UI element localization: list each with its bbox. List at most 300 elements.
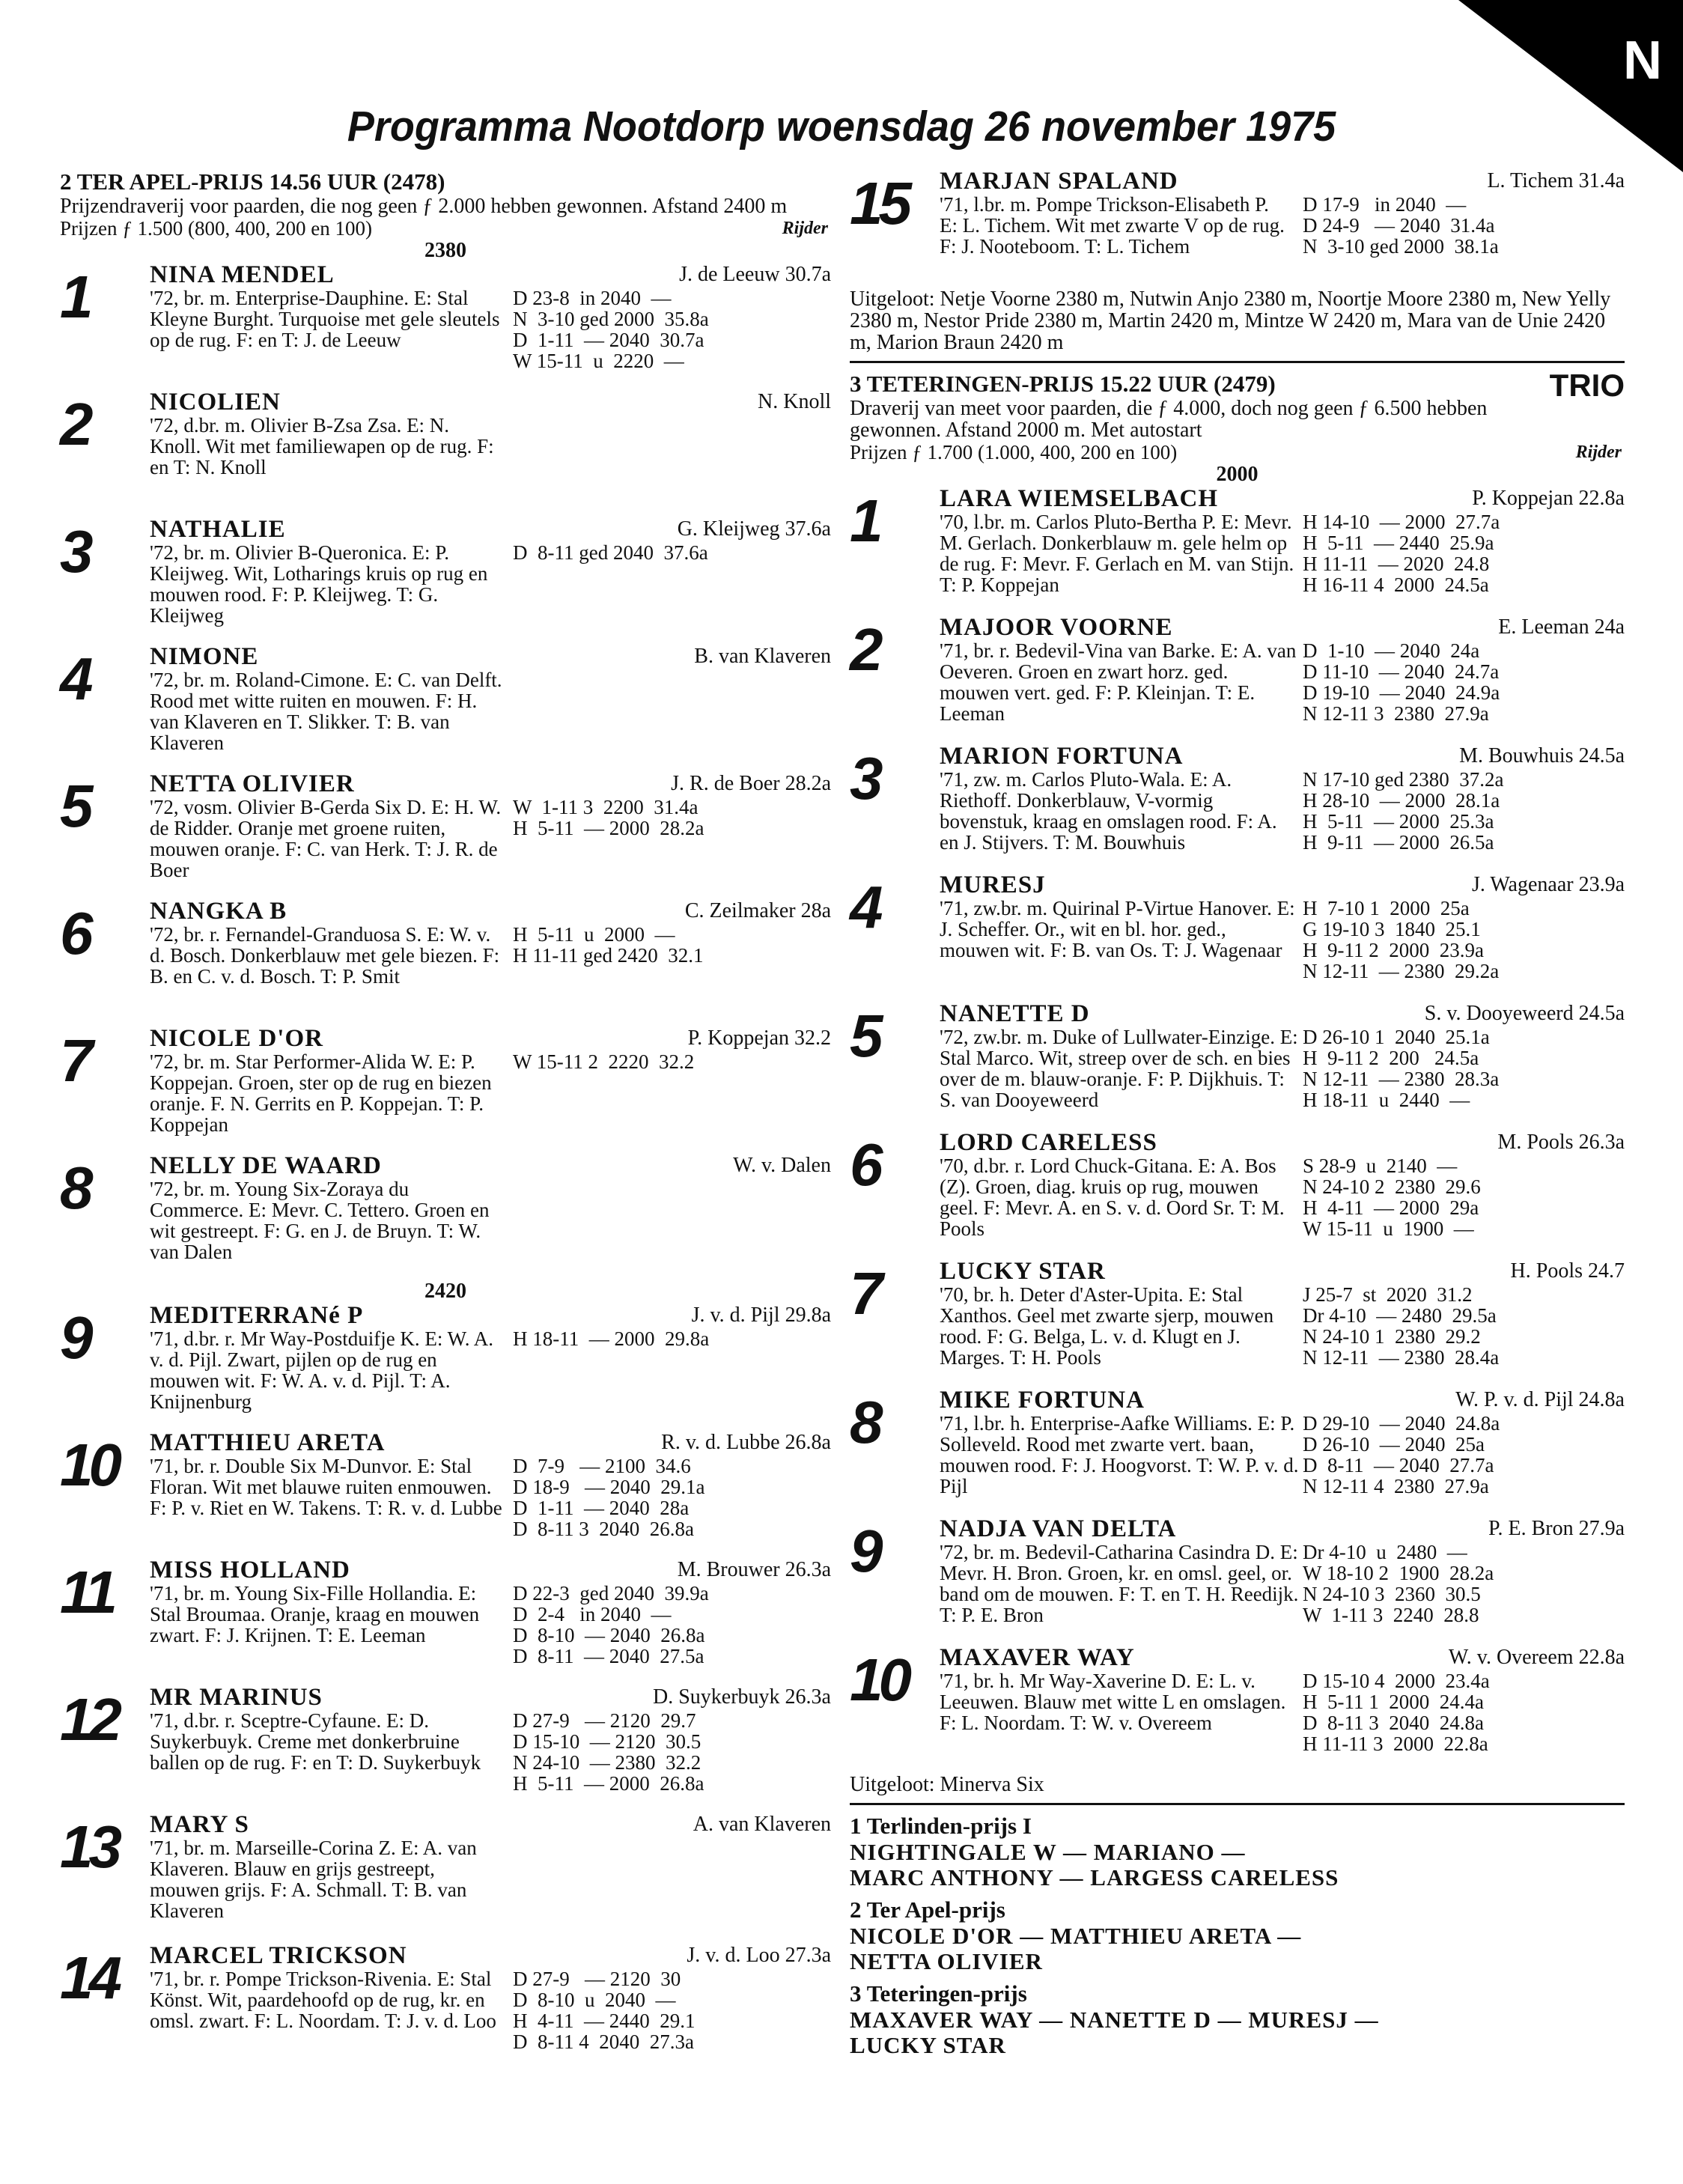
horse-description: '72, vosm. Olivier B-Gerda Six D. E: H. W. de Ridder. Oranje met groene ruiten, mouwen oranje. F: C. van Herk. T: J. R. de Boer bbox=[150, 796, 502, 881]
horse-entry bbox=[60, 517, 831, 644]
form-line: D 11-10 — 2040 24.7a bbox=[1303, 660, 1500, 683]
form-line: H 11-11 ged 2420 32.1 bbox=[513, 944, 704, 967]
distance-2420: 2420 bbox=[424, 1280, 466, 1303]
result-line: LUCKY STAR bbox=[850, 2032, 1006, 2058]
horse-body bbox=[150, 1968, 831, 2053]
horse-name: NANETTE D bbox=[940, 1000, 1090, 1027]
horse-name: NICOLIEN bbox=[150, 389, 281, 416]
horse-body bbox=[940, 1413, 1625, 1497]
form-line: D 8-11 — 2040 27.5a bbox=[513, 1645, 704, 1667]
race3-header bbox=[850, 368, 1625, 403]
horse-name: LARA WIEMSELBACH bbox=[940, 485, 1219, 512]
form-line: N 12-11 — 2380 29.2a bbox=[1303, 960, 1500, 982]
horse-description: '72, br. m. Star Performer-Alida W. E: P. Koppejan. Groen, ster op de rug en biezen oranje. F. N. Gerrits en P. Koppejan. T: P. Koppejan bbox=[150, 1050, 492, 1136]
right-column bbox=[850, 168, 1625, 2058]
horse-entry bbox=[850, 486, 1625, 615]
horse-description: '72, br. m. Young Six-Zoraya du Commerce. E: Mevr. C. Tettero. Groen en wit gestreept. F: G. en J. de Bruyn. T: W. van Dalen bbox=[150, 1178, 490, 1263]
form-results bbox=[1303, 640, 1625, 724]
form-line: D 17-9 in 2040 — bbox=[1303, 193, 1467, 216]
horse-header bbox=[150, 1557, 831, 1583]
horse-header bbox=[150, 1943, 831, 1968]
start-number: 6 bbox=[60, 900, 89, 967]
form-line: S 28-9 u 2140 — bbox=[1303, 1155, 1458, 1177]
rijder-label: Rijder bbox=[782, 219, 828, 238]
race2-drawn: Uitgeloot: Netje Voorne 2380 m, Nutwin Anjo 2380 m, Noortje Moore 2380 m, New Yelly 2380 m, Nestor Pride 2380 m, Martin 2420 m, Mintze W 2420 m, Mara van de Unie 2420 m, Marion Braun 2420 m bbox=[850, 288, 1611, 354]
start-number: 3 bbox=[850, 745, 879, 812]
form-results bbox=[1303, 1542, 1625, 1625]
trio-label: TRIO bbox=[1549, 368, 1625, 403]
horse-header bbox=[150, 262, 831, 288]
race2-header: 2 TER APEL-PRIJS 14.56 UUR (2478) bbox=[60, 168, 445, 195]
race3-prizes bbox=[850, 441, 1625, 463]
start-number: 5 bbox=[850, 1003, 879, 1069]
form-line: N 12-11 — 2380 28.3a bbox=[1303, 1068, 1500, 1090]
form-results bbox=[1303, 511, 1625, 595]
form-line: D 15-10 — 2120 30.5 bbox=[513, 1730, 701, 1753]
results-section bbox=[850, 1813, 1625, 2058]
form-line: J 25-7 st 2020 31.2 bbox=[1303, 1283, 1473, 1306]
start-number: 3 bbox=[60, 518, 89, 585]
horse-name: LUCKY STAR bbox=[940, 1258, 1106, 1285]
form-line: D 8-11 4 2040 27.3a bbox=[513, 2031, 694, 2053]
horse-name: MISS HOLLAND bbox=[150, 1557, 350, 1584]
form-line: H 5-11 — 2000 25.3a bbox=[1303, 810, 1494, 833]
driver-name: J. v. d. Loo 27.3a bbox=[687, 1944, 831, 1967]
horse-description: '71, br. m. Young Six-Fille Hollandia. E: Stal Broumaa. Oranje, kraag en mouwen zwart. F: J. Krijnen. T: E. Leeman bbox=[150, 1582, 480, 1646]
divider bbox=[850, 361, 1625, 363]
horse-entry bbox=[60, 1943, 831, 2070]
result-title: 1 Terlinden-prijs I bbox=[850, 1813, 1032, 1839]
horse-entry bbox=[60, 1557, 831, 1685]
horse-description: '70, l.br. m. Carlos Pluto-Bertha P. E: Mevr. M. Gerlach. Donkerblauw m. gele helm op de rug. F: Mevr. F. Gerlach en M. van Stijn. T: P. Koppejan bbox=[940, 511, 1294, 596]
horse-header bbox=[940, 1387, 1625, 1413]
horse-name: NATHALIE bbox=[150, 516, 286, 543]
race2-desc: Prijzendraverij voor paarden, die nog geen ƒ 2.000 hebben gewonnen. Afstand 2400 m bbox=[60, 195, 788, 218]
result-line: NICOLE D'OR — MATTHIEU ARETA — bbox=[850, 1923, 1302, 1949]
driver-name: B. van Klaveren bbox=[694, 645, 831, 668]
form-results bbox=[513, 1456, 831, 1539]
horse-entry bbox=[850, 872, 1625, 1001]
start-number: 2 bbox=[850, 616, 879, 683]
form-line: H 4-11 — 2000 29a bbox=[1303, 1196, 1479, 1219]
horse-name: NETTA OLIVIER bbox=[150, 770, 355, 797]
form-line: W 15-11 u 2220 — bbox=[513, 350, 684, 372]
driver-name: L. Tichem 31.4a bbox=[1487, 169, 1625, 192]
form-line: W 18-10 2 1900 28.2a bbox=[1303, 1562, 1494, 1584]
start-number: 12 bbox=[60, 1686, 118, 1753]
form-line: H 5-11 — 2000 26.8a bbox=[513, 1772, 704, 1795]
form-results bbox=[513, 1710, 831, 1794]
horse-description: '72, d.br. m. Olivier B-Zsa Zsa. E: N. Knoll. Wit met familiewapen op de rug. F: en T: N. Knoll bbox=[150, 414, 494, 478]
horse-name: LORD CARELESS bbox=[940, 1129, 1157, 1156]
driver-name: M. Brouwer 26.3a bbox=[677, 1558, 831, 1581]
form-line: H 5-11 1 2000 24.4a bbox=[1303, 1691, 1484, 1713]
page-title: Programma Nootdorp woensdag 26 november 1975 bbox=[347, 103, 1336, 150]
form-line: H 5-11 — 2440 25.9a bbox=[1303, 532, 1494, 554]
horse-body bbox=[150, 287, 831, 372]
horse-description: '71, zw. m. Carlos Pluto-Wala. E: A. Riethoff. Donkerblauw, V-vormig bovenstuk, kraag en omslagen rood. F: A. en J. Stijvers. T: M. Bouwhuis bbox=[940, 768, 1277, 854]
form-line: N 24-10 2 2380 29.6 bbox=[1303, 1175, 1481, 1198]
form-line: D 1-11 — 2040 30.7a bbox=[513, 329, 704, 351]
form-line: N 3-10 ged 2000 38.1a bbox=[1303, 235, 1499, 258]
horse-name: MIKE FORTUNA bbox=[940, 1387, 1145, 1414]
form-results bbox=[1303, 1413, 1625, 1497]
driver-name: W. v. Overeem 22.8a bbox=[1448, 1646, 1625, 1669]
horse-entry bbox=[60, 1303, 831, 1430]
form-line: D 1-11 — 2040 28a bbox=[513, 1497, 690, 1519]
form-results bbox=[1303, 1670, 1625, 1754]
horse-description: '72, br. m. Bedevil-Catharina Casindra D. E: Mevr. H. Bron. Groen, kr. en omsl. geel, or. band om de mouwen. F: T. en T. H. Reedijk. T: P. E. Bron bbox=[940, 1541, 1299, 1626]
horse-description: '71, br. r. Bedevil-Vina van Barke. E: A. van Oeveren. Groen en zwart horz. ged. mouwen vert. ged. F: P. Kleinjan. T: E. Leeman bbox=[940, 639, 1297, 725]
form-line: N 24-10 1 2380 29.2 bbox=[1303, 1325, 1481, 1348]
horse-name: MARJAN SPALAND bbox=[940, 168, 1178, 195]
race2-prizes bbox=[60, 217, 831, 240]
start-number: 4 bbox=[850, 874, 879, 940]
form-line: N 12-11 4 2380 27.9a bbox=[1303, 1475, 1489, 1497]
horse-body bbox=[150, 1455, 831, 1540]
horse-entry bbox=[60, 1153, 831, 1280]
form-line: N 24-10 3 2360 30.5 bbox=[1303, 1583, 1481, 1605]
start-number: 2 bbox=[60, 391, 89, 457]
horse-name: NICOLE D'OR bbox=[150, 1025, 323, 1052]
driver-name: J. R. de Boer 28.2a bbox=[671, 772, 831, 795]
form-results bbox=[1303, 1155, 1625, 1239]
driver-name: N. Knoll bbox=[758, 390, 831, 413]
horse-header bbox=[150, 1026, 831, 1051]
horse-description: '71, zw.br. m. Quirinal P-Virtue Hanover. E: J. Scheffer. Or., wit en bl. hor. ged., mouwen wit. F: B. van Os. T: J. Wagenaar bbox=[940, 897, 1295, 961]
horse-description: '71, br. r. Double Six M-Dunvor. E: Stal Floran. Wit met blauwe ruiten enmouwen. F: P. v. Riet en W. Takens. T: R. v. d. Lubbe bbox=[150, 1455, 502, 1519]
horse-name: NELLY DE WAARD bbox=[150, 1152, 382, 1179]
form-line: H 16-11 4 2000 24.5a bbox=[1303, 574, 1489, 596]
form-line: D 19-10 — 2040 24.9a bbox=[1303, 681, 1500, 704]
horse-entry bbox=[60, 1026, 831, 1153]
horse-name: MARCEL TRICKSON bbox=[150, 1942, 407, 1969]
driver-name: P. E. Bron 27.9a bbox=[1488, 1517, 1625, 1540]
start-number: 10 bbox=[850, 1646, 907, 1713]
form-line: H 11-11 3 2000 22.8a bbox=[1303, 1733, 1488, 1755]
horse-entry bbox=[60, 1430, 831, 1557]
driver-name: D. Suykerbuyk 26.3a bbox=[653, 1685, 831, 1709]
horse-body bbox=[150, 1582, 831, 1667]
form-results bbox=[1303, 194, 1625, 257]
race3-horse-list bbox=[850, 486, 1625, 1774]
form-line: H 9-11 2 2000 23.9a bbox=[1303, 939, 1484, 961]
horse-name: MR MARINUS bbox=[150, 1684, 323, 1711]
form-line: D 15-10 4 2000 23.4a bbox=[1303, 1670, 1490, 1692]
form-line: H 18-11 u 2440 — bbox=[1303, 1089, 1470, 1111]
horse-header bbox=[150, 1812, 831, 1837]
horse-description: '71, d.br. r. Mr Way-Postduifje K. E: W. A. v. d. Pijl. Zwart, pijlen op de rug en mouwen wit. F: W. A. v. d. Pijl. T: A. Knijnenburg bbox=[150, 1327, 493, 1413]
horse-description: '71, br. m. Marseille-Corina Z. E: A. van Klaveren. Blauw en grijs gestreept, mouwen grijs. F: A. Schmall. T: B. van Klaveren bbox=[150, 1837, 477, 1922]
horse-body bbox=[150, 669, 831, 753]
driver-name: J. de Leeuw 30.7a bbox=[679, 263, 831, 286]
horse-name: MARY S bbox=[150, 1811, 249, 1838]
horse-description: '71, l.br. h. Enterprise-Aafke Williams. E: P. Solleveld. Rood met zwarte vert. baan, mouwen rood. F: J. Hoogvorst. T: W. P. v. d. Pijl bbox=[940, 1412, 1299, 1497]
result-title: 2 Ter Apel-prijs bbox=[850, 1896, 1005, 1923]
driver-name: W. v. Dalen bbox=[733, 1154, 831, 1177]
horse-header bbox=[150, 898, 831, 924]
horse-entry bbox=[850, 1645, 1625, 1774]
horse-entry bbox=[850, 1259, 1625, 1387]
horse-entry bbox=[850, 1516, 1625, 1645]
form-line: D 18-9 — 2040 29.1a bbox=[513, 1476, 705, 1498]
form-line: N 24-10 — 2380 32.2 bbox=[513, 1751, 701, 1774]
form-line: D 7-9 — 2100 34.6 bbox=[513, 1455, 691, 1477]
horse-header bbox=[150, 771, 831, 797]
driver-name: E. Leeman 24a bbox=[1498, 615, 1625, 639]
form-line: H 4-11 — 2440 29.1 bbox=[513, 2010, 696, 2032]
horse-header bbox=[150, 1153, 831, 1178]
form-line: H 5-11 — 2000 28.2a bbox=[513, 817, 704, 839]
result-line: NETTA OLIVIER bbox=[850, 1948, 1043, 1974]
form-line: Dr 4-10 — 2480 29.5a bbox=[1303, 1304, 1497, 1327]
horse-entry bbox=[850, 1130, 1625, 1259]
horse-header bbox=[150, 1303, 831, 1328]
form-results bbox=[513, 924, 831, 966]
horse-body bbox=[940, 1542, 1625, 1625]
form-line: H 9-11 2 200 24.5a bbox=[1303, 1047, 1479, 1069]
horse-header bbox=[150, 1430, 831, 1456]
race2-horse-15 bbox=[850, 168, 1625, 288]
driver-name: M. Pools 26.3a bbox=[1497, 1131, 1625, 1154]
horse-header bbox=[940, 1001, 1625, 1026]
start-number: 1 bbox=[850, 487, 879, 554]
horse-header bbox=[150, 517, 831, 542]
horse-body bbox=[150, 542, 831, 626]
horse-name: MAJOOR VOORNE bbox=[940, 614, 1173, 641]
horse-body bbox=[150, 1051, 831, 1135]
horse-name: NADJA VAN DELTA bbox=[940, 1515, 1177, 1542]
horse-entry bbox=[60, 644, 831, 771]
start-number: 6 bbox=[850, 1131, 879, 1198]
form-line: D 8-11 ged 2040 37.6a bbox=[513, 541, 708, 564]
form-line: H 18-11 — 2000 29.8a bbox=[513, 1327, 710, 1350]
horse-header bbox=[150, 1685, 831, 1710]
horse-description: '71, d.br. r. Sceptre-Cyfaune. E: D. Suykerbuyk. Creme met donkerbruine ballen op de rug. F: en T: D. Suykerbuyk bbox=[150, 1709, 481, 1774]
horse-body bbox=[940, 1670, 1625, 1755]
distance-2000: 2000 bbox=[1216, 463, 1259, 486]
form-line: N 12-11 3 2380 27.9a bbox=[1303, 702, 1489, 725]
horse-entry bbox=[60, 898, 831, 1026]
horse-body bbox=[150, 797, 831, 880]
form-line: N 3-10 ged 2000 35.8a bbox=[513, 308, 709, 330]
horse-header bbox=[940, 486, 1625, 511]
start-number: 9 bbox=[60, 1304, 89, 1371]
race2-prizes-text: Prijzen ƒ 1.500 (800, 400, 200 en 100) bbox=[60, 217, 372, 240]
form-line: D 27-9 — 2120 30 bbox=[513, 1968, 681, 1990]
horse-body bbox=[150, 1178, 831, 1262]
driver-name: R. v. d. Lubbe 26.8a bbox=[661, 1431, 831, 1454]
horse-body bbox=[940, 1284, 1625, 1368]
form-line: D 24-9 — 2040 31.4a bbox=[1303, 214, 1495, 237]
horse-entry bbox=[850, 615, 1625, 743]
start-number: 8 bbox=[60, 1155, 89, 1221]
horse-entry bbox=[850, 1001, 1625, 1130]
driver-name: P. Koppejan 22.8a bbox=[1472, 487, 1625, 510]
driver-name: G. Kleijweg 37.6a bbox=[677, 517, 831, 541]
rijder-label: Rijder bbox=[1575, 442, 1622, 462]
form-line: D 2-4 in 2040 — bbox=[513, 1603, 672, 1625]
driver-name: S. v. Dooyeweerd 24.5a bbox=[1424, 1002, 1625, 1025]
start-number: 13 bbox=[60, 1813, 118, 1880]
start-number: 10 bbox=[60, 1432, 118, 1498]
horse-header bbox=[940, 872, 1625, 898]
start-number: 8 bbox=[850, 1389, 879, 1456]
horse-description: '72, br. m. Olivier B-Queronica. E: P. Kleijweg. Wit, Lotharings kruis op rug en mouwen rood. F: P. Kleijweg. T: G. Kleijweg bbox=[150, 541, 488, 627]
form-line: D 23-8 in 2040 — bbox=[513, 287, 672, 309]
form-line: D 29-10 — 2040 24.8a bbox=[1303, 1412, 1500, 1435]
horse-body bbox=[940, 194, 1625, 257]
start-number: 5 bbox=[60, 773, 89, 839]
driver-name: M. Bouwhuis 24.5a bbox=[1459, 744, 1625, 767]
horse-body bbox=[940, 1155, 1625, 1239]
form-line: D 8-11 3 2040 26.8a bbox=[513, 1518, 694, 1540]
form-line: W 1-11 3 2240 28.8 bbox=[1303, 1604, 1479, 1626]
horse-name: MAXAVER WAY bbox=[940, 1644, 1135, 1671]
horse-name: NIMONE bbox=[150, 643, 259, 670]
horse-body bbox=[150, 924, 831, 987]
horse-header bbox=[150, 389, 831, 415]
result-title: 3 Teteringen-prijs bbox=[850, 1980, 1027, 2007]
form-line: D 8-10 — 2040 26.8a bbox=[513, 1624, 705, 1646]
form-line: W 1-11 3 2200 31.4a bbox=[513, 796, 699, 818]
start-number: 15 bbox=[850, 170, 907, 237]
form-results bbox=[513, 797, 831, 839]
corner-letter: N bbox=[1623, 31, 1662, 91]
left-column bbox=[60, 168, 831, 2070]
horse-entry bbox=[60, 1685, 831, 1812]
horse-body bbox=[940, 640, 1625, 724]
form-results bbox=[1303, 898, 1625, 982]
form-line: D 1-10 — 2040 24a bbox=[1303, 639, 1480, 662]
form-line: D 8-10 u 2040 — bbox=[513, 1989, 676, 2011]
horse-description: '71, l.br. m. Pompe Trickson-Elisabeth P. E: L. Tichem. Wit met zwarte V op de rug. F: J. Nooteboom. T: L. Tichem bbox=[940, 193, 1285, 258]
horse-description: '71, br. h. Mr Way-Xaverine D. E: L. v. Leeuwen. Blauw met witte L en omslagen. F: L. Noordam. T: W. v. Overeem bbox=[940, 1670, 1286, 1734]
start-number: 7 bbox=[850, 1260, 879, 1327]
horse-header bbox=[940, 168, 1625, 194]
form-results bbox=[513, 542, 831, 563]
driver-name: A. van Klaveren bbox=[693, 1813, 831, 1836]
form-results bbox=[513, 1583, 831, 1667]
form-results bbox=[513, 1968, 831, 2052]
form-line: H 5-11 u 2000 — bbox=[513, 923, 675, 946]
race3-drawn: Uitgeloot: Minerva Six bbox=[850, 1773, 1044, 1796]
horse-name: MARION FORTUNA bbox=[940, 743, 1184, 770]
horse-entry bbox=[850, 1387, 1625, 1516]
horse-header bbox=[940, 1516, 1625, 1542]
horse-body bbox=[150, 1709, 831, 1795]
form-line: D 26-10 1 2040 25.1a bbox=[1303, 1026, 1490, 1048]
race2-horse-list bbox=[60, 262, 831, 2070]
horse-entry bbox=[60, 262, 831, 389]
horse-header bbox=[940, 615, 1625, 640]
horse-body bbox=[150, 1837, 831, 1921]
form-results bbox=[513, 1328, 831, 1349]
horse-entry bbox=[850, 743, 1625, 872]
horse-body bbox=[940, 897, 1625, 982]
form-line: N 17-10 ged 2380 37.2a bbox=[1303, 768, 1504, 791]
form-line: D 8-11 — 2040 27.7a bbox=[1303, 1454, 1494, 1476]
form-results bbox=[513, 1051, 831, 1072]
horse-description: '70, d.br. r. Lord Chuck-Gitana. E: A. Bos (Z). Groen, diag. kruis op rug, mouwen geel. F: Mevr. A. en S. v. d. Oord Sr. T: M. Pools bbox=[940, 1155, 1285, 1240]
start-number: 7 bbox=[60, 1027, 89, 1094]
form-line: Dr 4-10 u 2480 — bbox=[1303, 1541, 1467, 1563]
driver-name: C. Zeilmaker 28a bbox=[684, 899, 831, 922]
form-line: D 8-11 3 2040 24.8a bbox=[1303, 1712, 1484, 1734]
race3-prizes-text: Prijzen ƒ 1.700 (1.000, 400, 200 en 100) bbox=[850, 441, 1178, 463]
horse-header bbox=[940, 1259, 1625, 1284]
horse-header bbox=[940, 1645, 1625, 1670]
horse-name: MURESJ bbox=[940, 872, 1046, 898]
form-line: D 22-3 ged 2040 39.9a bbox=[513, 1582, 709, 1604]
horse-name: NINA MENDEL bbox=[150, 261, 335, 288]
race3-header-text: 3 TETERINGEN-PRIJS 15.22 UUR (2479) bbox=[850, 371, 1276, 397]
horse-body bbox=[150, 415, 831, 478]
horse-body bbox=[940, 1026, 1625, 1110]
horse-body bbox=[940, 769, 1625, 853]
form-line: D 27-9 — 2120 29.7 bbox=[513, 1709, 696, 1732]
start-number: 4 bbox=[60, 645, 89, 712]
horse-description: '70, br. h. Deter d'Aster-Upita. E: Stal Xanthos. Geel met zwarte sjerp, mouwen rood. F: G. Belga, L. v. d. Klugt en J. Marges. T: H. Pools bbox=[940, 1283, 1274, 1369]
driver-name: J. Wagenaar 23.9a bbox=[1471, 873, 1625, 896]
driver-name: J. v. d. Pijl 29.8a bbox=[691, 1304, 831, 1327]
horse-entry bbox=[60, 1812, 831, 1943]
distance-2380: 2380 bbox=[424, 239, 466, 262]
result-line: MARC ANTHONY — LARGESS CARELESS bbox=[850, 1864, 1339, 1891]
start-number: 11 bbox=[60, 1559, 114, 1625]
horse-description: '72, br. m. Enterprise-Dauphine. E: Stal Kleyne Burght. Turquoise met gele sleutels op de rug. F: en T: J. de Leeuw bbox=[150, 287, 500, 351]
driver-name: H. Pools 24.7 bbox=[1510, 1259, 1625, 1283]
form-results bbox=[513, 288, 831, 371]
horse-entry bbox=[850, 168, 1625, 288]
race3-desc: Draverij van meet voor paarden, die ƒ 4.000, doch nog geen ƒ 6.500 hebben gewonnen. Afstand 2000 m. Met autostart bbox=[850, 397, 1488, 442]
form-line: N 12-11 — 2380 28.4a bbox=[1303, 1346, 1500, 1369]
horse-body bbox=[150, 1328, 831, 1412]
form-line: H 9-11 — 2000 26.5a bbox=[1303, 831, 1494, 854]
horse-description: '71, br. r. Pompe Trickson-Rivenia. E: Stal Könst. Wit, paardehoofd op de rug, kr. en omsl. zwart. F: L. Noordam. T: J. v. d. Loo bbox=[150, 1968, 496, 2032]
form-results bbox=[1303, 1026, 1625, 1110]
horse-description: '72, br. r. Fernandel-Granduosa S. E: W. v. d. Bosch. Donkerblauw met gele biezen. F: B. en C. v. d. Bosch. T: P. Smit bbox=[150, 923, 500, 988]
horse-body bbox=[940, 511, 1625, 595]
start-number: 9 bbox=[850, 1518, 879, 1584]
horse-name: NANGKA B bbox=[150, 898, 287, 925]
form-line: W 15-11 u 1900 — bbox=[1303, 1217, 1474, 1240]
divider bbox=[850, 1803, 1625, 1805]
form-line: G 19-10 3 1840 25.1 bbox=[1303, 918, 1481, 940]
form-line: W 15-11 2 2220 32.2 bbox=[513, 1050, 695, 1073]
form-line: D 26-10 — 2040 25a bbox=[1303, 1433, 1485, 1456]
horse-entry bbox=[60, 771, 831, 898]
form-line: H 14-10 — 2000 27.7a bbox=[1303, 511, 1500, 533]
horse-name: MEDITERRANé P bbox=[150, 1302, 364, 1329]
result-line: NIGHTINGALE W — MARIANO — bbox=[850, 1839, 1246, 1865]
horse-header bbox=[940, 1130, 1625, 1155]
form-line: H 28-10 — 2000 28.1a bbox=[1303, 789, 1500, 812]
start-number: 14 bbox=[60, 1944, 118, 2011]
start-number: 1 bbox=[60, 264, 89, 330]
horse-header bbox=[940, 743, 1625, 769]
horse-entry bbox=[60, 389, 831, 517]
form-results bbox=[1303, 1284, 1625, 1368]
horse-name: MATTHIEU ARETA bbox=[150, 1429, 386, 1456]
driver-name: W. P. v. d. Pijl 24.8a bbox=[1455, 1388, 1625, 1411]
horse-description: '72, br. m. Roland-Cimone. E: C. van Delft. Rood met witte ruiten en mouwen. F: H. van Klaveren en T. Slikker. T: B. van Klaveren bbox=[150, 669, 502, 754]
form-results bbox=[1303, 769, 1625, 853]
driver-name: P. Koppejan 32.2 bbox=[687, 1026, 831, 1050]
form-line: H 7-10 1 2000 25a bbox=[1303, 897, 1470, 919]
horse-description: '72, zw.br. m. Duke of Lullwater-Einzige. E: Stal Marco. Wit, streep over de sch. en bies over de m. blauw-oranje. F: P. Dijkhuis. T: S. van Dooyeweerd bbox=[940, 1026, 1298, 1111]
result-line: MAXAVER WAY — NANETTE D — MURESJ — bbox=[850, 2007, 1379, 2033]
